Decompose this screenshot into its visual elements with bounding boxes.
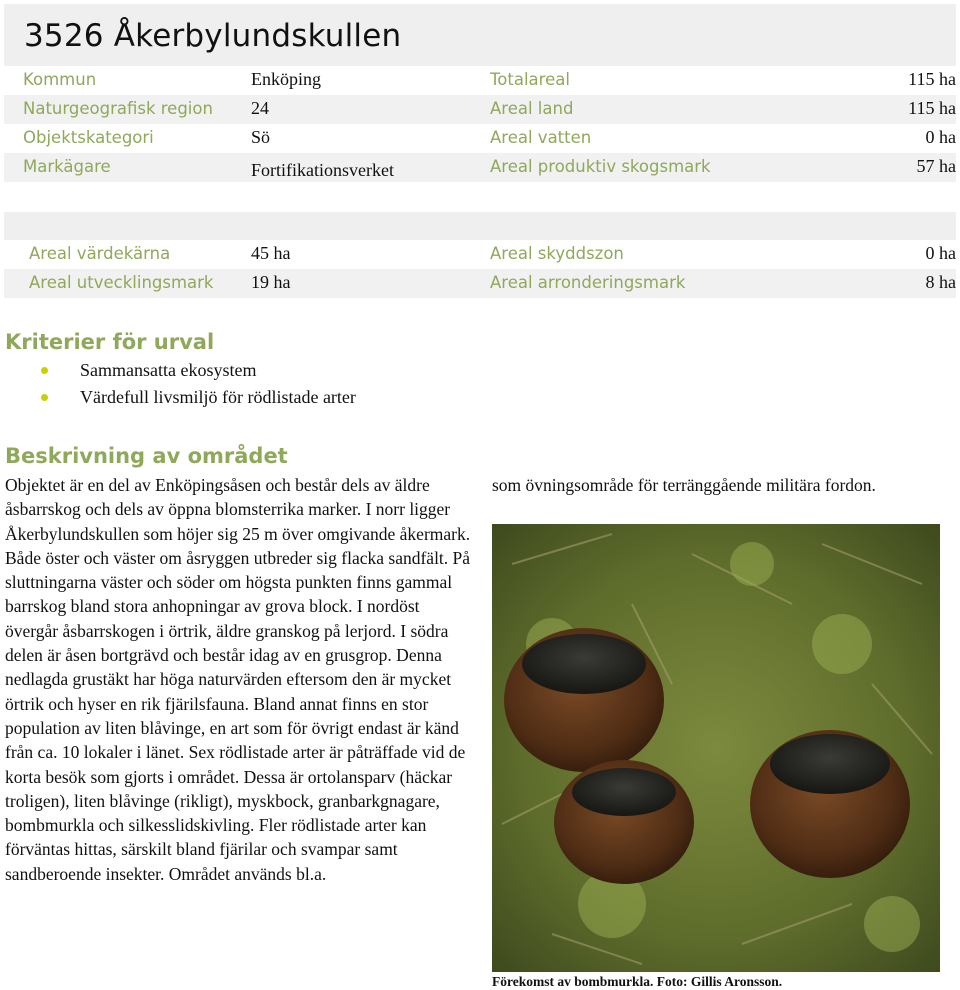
fact-label: Objektskategori [23,128,154,147]
criteria-list [40,360,356,414]
criteria-item-label: Sammansatta ekosystem [80,360,257,380]
areas-row [4,240,956,269]
facts-table [4,66,956,182]
fact-value: Sö [251,127,271,147]
fact-label: Totalareal [490,70,570,89]
fact-label: Markägare [23,157,111,176]
fact-label: Kommun [23,70,97,89]
fact-value: 115 ha [908,69,956,89]
photo-illustration [492,524,940,972]
fact-label: Areal vatten [490,128,592,147]
areas-table [4,240,956,298]
criteria-item-label: Värdefull livsmiljö för rödlistade arter [80,387,356,407]
area-label: Areal värdekärna [29,244,171,263]
area-value: 0 ha [925,243,956,263]
photo-caption: Förekomst av bombmurkla. Foto: Gillis Aronsson. [492,974,783,989]
criteria-heading: Kriterier för urval [5,330,215,354]
area-label: Areal skyddszon [490,244,624,263]
facts-row [4,95,956,124]
list-item [40,360,356,387]
area-value: 8 ha [925,272,956,292]
description-text-col1: Objektet är en del av Enköpingsåsen och består dels av äldre åsbarrskog och dels av öppna blomsterrika marker. I norr ligger Åkerbylundskullen som höjer sig 25 m över omgivande åkermark. Både öster och väster om åsryggen utbreder sig flacka sandfält. På sluttningarna väster och söder om högsta punkten finns gammal barrskog bland stora anhopningar av grova block. I nordöst övergår åsbarrskogen i örtrik, äldre granskog på lerjord. I södra delen är åsen bortgrävd och består idag av en grusgrop. Denna nedlagda grustäkt har höga naturvärden eftersom den är mycket örtrik och hyser en rik fjärilsfauna. Bland annat finns en stor population av liten blåvinge, en art som för övrigt endast är känd från ca. 10 lokaler i länet. Sex rödlistade arter är påträffade vid de korta besök som gjorts i området. Dessa är ortolansparv (häckar troligen), liten blåvinge (rikligt), myskbock, granbarkgnagare, bombmurkla och silkesslidskivling. Fler rödlistade arter kan förväntas hittas, särskilt bland fjärilar och svampar samt sandberoende insekter. Området används bl.a. [5,475,471,884]
areas-row [4,269,956,298]
fact-label: Areal land [490,99,574,118]
facts-row [4,66,956,95]
fact-value: Fortifikationsverket [251,160,394,180]
bullet-icon [41,394,48,401]
fact-value: 115 ha [908,98,956,118]
list-item [40,387,356,414]
fact-label: Areal produktiv skogsmark [490,157,711,176]
area-label: Areal utvecklingsmark [29,273,214,292]
section-separator [4,212,956,240]
fact-value: 24 [251,98,269,118]
description-text-col2: som övningsområde för terränggående militära fordon. [492,475,876,495]
area-label: Areal arronderingsmark [490,273,686,292]
facts-row [4,124,956,153]
photo-bombmurkla [492,524,940,972]
bullet-icon [41,367,48,374]
fact-value: 57 ha [916,156,956,176]
area-value: 45 ha [251,243,291,263]
facts-row [4,153,956,182]
fact-label: Naturgeografisk region [23,99,213,118]
area-value: 19 ha [251,272,291,292]
description-heading: Beskrivning av området [5,444,288,468]
fact-value: 0 ha [925,127,956,147]
fact-value: Enköping [251,69,321,89]
title-bar [4,4,956,66]
page-title: 3526 Åkerbylundskullen [24,18,402,54]
